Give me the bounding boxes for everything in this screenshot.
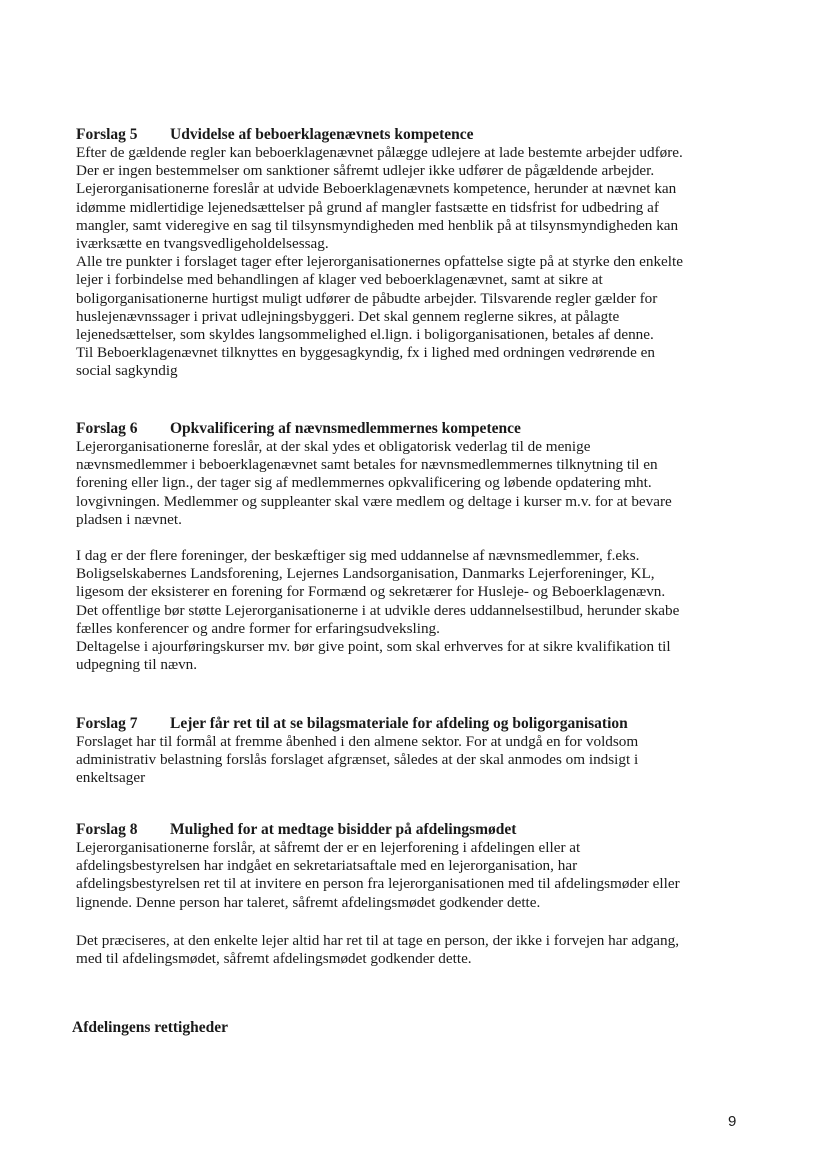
proposal-6 [76,420,776,674]
text-line: udpegning til nævn. [76,656,198,674]
proposal-title: Mulighed for at medtage bisidder på afdelingsmødet [170,821,517,838]
proposal-heading [76,420,776,438]
proposal-title: Lejer får ret til at se bilagsmateriale for afdeling og boligorganisation [170,715,628,732]
text-line: pladsen i nævnet. [76,510,182,528]
text-line: iværksætte en tvangsvedligeholdelsessag. [76,235,329,253]
proposal-title: Opkvalificering af nævnsmedlemmernes kompetence [170,420,521,437]
text-line: I dag er der flere foreninger, der beskæftiger sig med uddannelse af nævnsmedlemmer, f.eks. [76,547,640,565]
text-line: lovgivningen. Medlemmer og suppleanter skal være medlem og deltage i kurser m.v. for at bevare [76,492,672,510]
text-line: social sagkyndig [76,362,178,380]
paragraph-gap [76,912,776,932]
text-line: lejenedsættelser, som skyldes langsommelighed el.lign. i boligorganisationen, betales af denne. [76,326,654,344]
text-line: fælles konferencer og andre former for erfaringsudveksling. [76,619,440,637]
text-line: huslejenævnssager i privat udlejningsbyggeri. Det skal gennem reglerne sikres, at pålagte [76,307,620,325]
paragraph-gap [76,529,776,547]
proposal-number: Forslag 5 [76,126,138,143]
text-line: idømme midlertidige lejenedsættelser på grund af mangler fastsætte en tidsfrist for udbedring af [76,198,659,216]
proposal-number: Forslag 7 [76,715,138,732]
text-line: nævnsmedlemmer i beboerklagenævnet samt betales for nævnsmedlemmernes tilknytning til en [76,456,658,474]
text-line: afdelingsbestyrelsen har indgået en sekretariatsaftale med en lejerorganisation, har [76,857,578,875]
text-line: Lejerorganisationerne foreslår, at der skal ydes et obligatorisk vederlag til de menige [76,438,591,455]
text-line: enkeltsager [76,769,146,787]
text-line: administrativ belastning forslås forslaget afgrænset, således at der skal anmodes om indsigt i [76,751,639,769]
text-line: forening eller lign., der tager sig af medlemmernes opkvalificering og løbende opdatering mht. [76,474,652,492]
text-line: Det offentlige bør støtte Lejerorganisationerne i at udvikle deres uddannelsestilbud, herunder skabe [76,601,680,619]
text-line: Til Beboerklagenævnet tilknyttes en byggesagkyndig, fx i lighed med ordningen vedrørende en [76,344,655,362]
text-line: Det præciseres, at den enkelte lejer altid har ret til at tage en person, der ikke i forvejen har adgang, [76,931,680,949]
page-number: 9 [728,1113,737,1130]
text-line: Lejerorganisationerne foreslår at udvide Beboerklagenævnets kompetence, herunder at nævnet kan [76,180,677,198]
proposal-7 [76,715,776,788]
text-line: ligesom der eksisterer en forening for Formænd og sekretærer for Husleje- og Beboerklagenævn. [76,583,666,601]
section-heading: Afdelingens rettigheder [72,1019,228,1036]
text-line: boligorganisationerne hurtigst muligt udfører de påbudte arbejder. Tilsvarende regler gælder for [76,289,658,307]
text-line: mangler, samt videregive en sag til tilsynsmyndigheden med henblik på at tilsynsmyndigheden kan [76,216,679,234]
proposal-number: Forslag 6 [76,420,138,437]
text-line: Efter de gældende regler kan beboerklagenævnet pålægge udlejere at lade bestemte arbejder udføre. [76,144,683,161]
proposal-title: Udvidelse af beboerklagenævnets kompetence [170,126,474,143]
text-line: Deltagelse i ajourføringskurser mv. bør give point, som skal erhverves for at sikre kvalifikation til [76,638,671,656]
text-line: Forslaget har til formål at fremme åbenhed i den almene sektor. For at undgå en for voldsom [76,733,639,750]
text-line: Der er ingen bestemmelser om sanktioner såfremt udlejer ikke udfører de pågældende arbejder. [76,162,655,180]
proposal-number: Forslag 8 [76,821,138,838]
proposal-heading [76,126,776,144]
text-line: Alle tre punkter i forslaget tager efter lejerorganisationernes opfattelse sigte på at styrke den enkelte [76,253,683,271]
proposal-5 [76,126,776,381]
text-line: Boligselskabernes Landsforening, Lejernes Landsorganisation, Danmarks Lejerforeninger, KL, [76,565,655,583]
text-line: afdelingsbestyrelsen ret til at invitere en person fra lejerorganisationen med til afdelingsmøder eller [76,875,680,893]
text-line: lignende. Denne person har taleret, såfremt afdelingsmødet godkender dette. [76,893,541,911]
text-line: Lejerorganisationerne forslår, at såfremt der er en lejerforening i afdelingen eller at [76,839,581,856]
proposal-8 [76,821,776,968]
text-line: med til afdelingsmødet, såfremt afdelingsmødet godkender dette. [76,950,472,968]
proposal-heading [76,821,776,839]
text-line: lejer i forbindelse med behandlingen af klager ved beboerklagenævnet, samt at sikre at [76,271,603,289]
proposal-heading [76,715,776,733]
